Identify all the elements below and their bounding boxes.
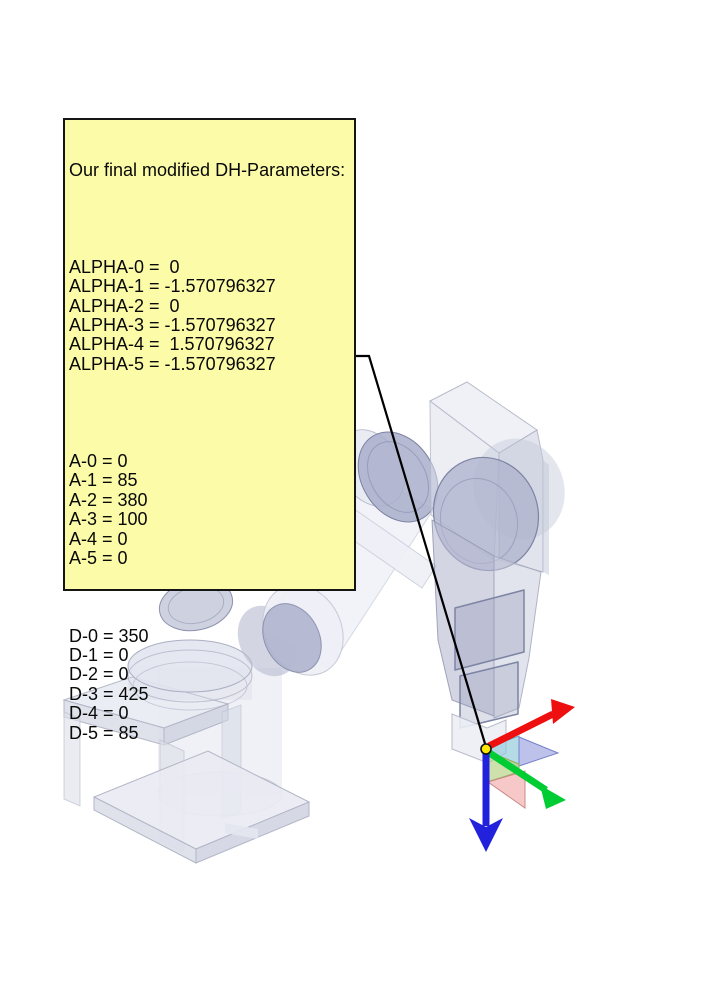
dh-param-line: D-2 = 0 bbox=[69, 664, 129, 685]
dh-param-line: ALPHA-2 = 0 bbox=[69, 295, 180, 316]
dh-param-line: A-4 = 0 bbox=[69, 528, 128, 549]
dh-param-line: D-4 = 0 bbox=[69, 703, 129, 724]
dh-param-line: ALPHA-1 = -1.570796327 bbox=[69, 276, 276, 297]
alpha-parameters-list bbox=[69, 258, 354, 374]
dh-param-line: A-2 = 380 bbox=[69, 489, 148, 510]
dh-param-line: A-0 = 0 bbox=[69, 450, 128, 471]
dh-param-line: D-3 = 425 bbox=[69, 683, 149, 704]
dh-param-line: A-3 = 100 bbox=[69, 509, 148, 530]
dh-param-line: D-5 = 85 bbox=[69, 722, 139, 743]
dh-param-line: D-0 = 350 bbox=[69, 625, 149, 646]
dh-param-line: A-5 = 0 bbox=[69, 547, 128, 568]
dh-parameters-callout bbox=[63, 118, 356, 743]
a-parameters-list bbox=[69, 452, 354, 568]
callout-title: Our final modified DH-Parameters: bbox=[69, 159, 346, 180]
dh-param-line: ALPHA-5 = -1.570796327 bbox=[69, 353, 276, 374]
dh-param-line: ALPHA-0 = 0 bbox=[69, 256, 180, 277]
y-axis-arrowhead-icon bbox=[540, 785, 566, 809]
dh-param-line: D-1 = 0 bbox=[69, 644, 129, 665]
dh-param-line: A-1 = 85 bbox=[69, 470, 138, 491]
plane-patch-lavender bbox=[519, 737, 558, 766]
dh-param-line: ALPHA-3 = -1.570796327 bbox=[69, 315, 276, 336]
d-parameters-list bbox=[69, 627, 354, 743]
frame-origin-marker bbox=[481, 744, 491, 754]
dh-param-line: ALPHA-4 = 1.570796327 bbox=[69, 334, 275, 355]
x-axis-arrowhead-icon bbox=[551, 699, 575, 724]
